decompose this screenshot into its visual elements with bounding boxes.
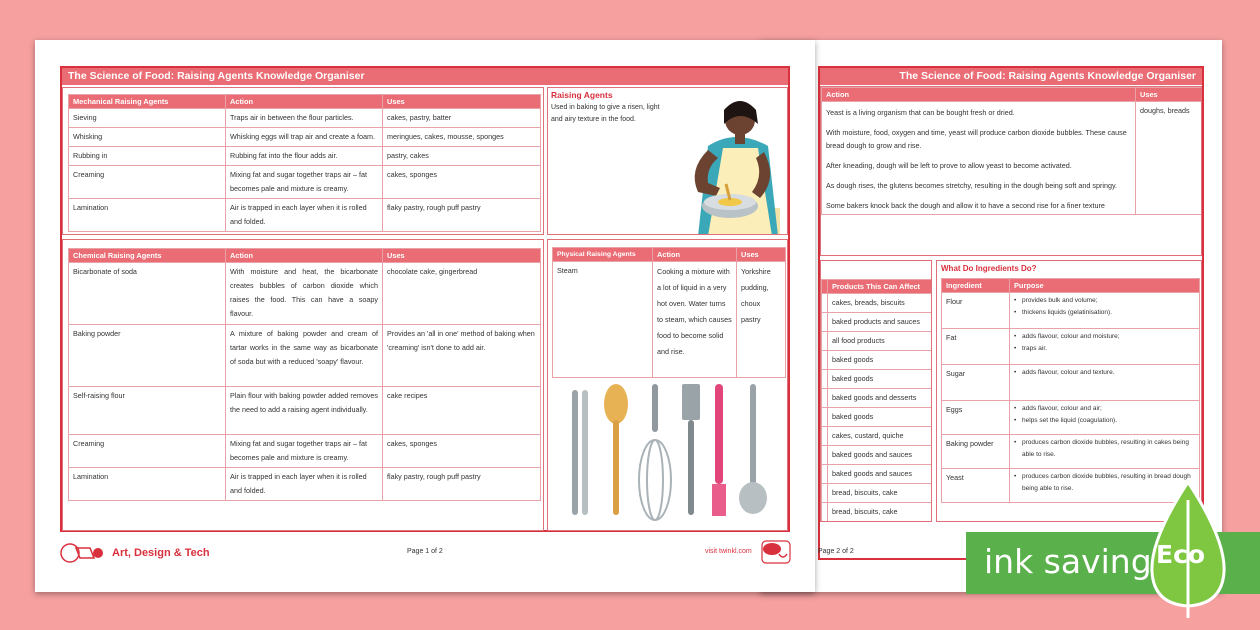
utensils-illustration [560,380,780,525]
action-cell: Cooking a mixture with a lot of liquid in a very hot oven. Water turns to steam, which causes food to become solid and rise. [653,262,737,378]
footer-logo [60,542,210,564]
agent-cell: Whisking [69,128,226,147]
ingredient-header: Ingredient [942,279,1010,293]
yeast-line-1: Yeast is a living organism that can be bought fresh or dried. [826,108,1015,117]
product-row: baked goods and sauces [828,465,932,484]
product-row: bread, biscuits, cake [828,484,932,503]
product-row: cakes, breads, biscuits [828,294,932,313]
mechanical-header: Mechanical Raising Agents [69,95,226,109]
yeast-box [820,86,1202,256]
table-row [69,166,541,199]
ingredient-point: • adds flavour, colour and texture. [1014,367,1195,379]
physical-box [547,239,788,531]
chemical-box [62,239,544,531]
ingredient-point: • adds flavour, colour and air; [1014,403,1195,415]
table-row [69,387,541,435]
agent-cell: Baking powder [69,325,226,387]
uses-cell: pastry, cakes [383,147,541,166]
yeast-line-4: As dough rises, the glutens becomes stretchy, resulting in the dough being soft and springy. [826,181,1117,190]
action-cell: With moisture and heat, the bicarbonate creates bubbles of carbon dioxide which raises the food. This can have a soapy flavour. [226,263,383,325]
uses-cell: cakes, pastry, batter [383,109,541,128]
table-row [69,147,541,166]
physical-action-header: Action [653,248,737,262]
table-row [69,263,541,325]
raising-agents-box [547,87,788,235]
eco-badge-label: Eco [1156,540,1206,569]
subject-icon [60,542,106,564]
agent-cell: Creaming [69,435,226,468]
agent-cell: Lamination [69,468,226,501]
uses-cell: flaky pastry, rough puff pastry [383,468,541,501]
yeast-uses-header: Uses [1136,88,1202,102]
product-row: baked goods and desserts [828,389,932,408]
agent-cell: Lamination [69,199,226,232]
agent-cell: Steam [553,262,653,378]
ingredient-point: • provides bulk and volume; [1014,295,1195,307]
action-cell: Plain flour with baking powder added removes the need to add a raising agent individually. [226,387,383,435]
page-1-number: Page 1 of 2 [407,548,443,555]
action-cell: Mixing fat and sugar together traps air – fat becomes pale and mixture is creamy. [226,435,383,468]
ingredient-point: • thickens liquids (gelatinisation). [1014,307,1195,319]
table-row [69,128,541,147]
raising-agents-title: Raising Agents [551,90,613,100]
product-row: all food products [828,332,932,351]
wooden-spoon-icon [604,384,628,515]
products-box [820,260,932,522]
uses-cell: flaky pastry, rough puff pastry [383,199,541,232]
uses-cell: Provides an 'all in one' method of baking when 'creaming' isn't done to add air. [383,325,541,387]
ingredient-name: Flour [942,293,1010,329]
product-row: baked goods [828,370,932,389]
product-row: cakes, custard, quiche [828,427,932,446]
ingredient-point: • produces carbon dioxide bubbles, resulting in cakes being able to rise. [1014,437,1195,461]
product-row: baked goods [828,351,932,370]
action-cell: Traps air in between the flour particles. [226,109,383,128]
table-row [553,262,786,378]
agent-cell: Creaming [69,166,226,199]
mechanical-uses-header: Uses [383,95,541,109]
products-header: Products This Can Affect [828,280,932,294]
yeast-action-cell [822,102,1136,215]
table-row [69,109,541,128]
twinkl-logo-icon [761,540,791,564]
twinkl-link[interactable]: visit twinkl.com [705,548,752,555]
uses-cell: cakes, sponges [383,166,541,199]
table-row [69,325,541,387]
ingredient-name: Yeast [942,469,1010,503]
agent-cell: Bicarbonate of soda [69,263,226,325]
mechanical-action-header: Action [226,95,383,109]
physical-uses-header: Uses [737,248,786,262]
agent-cell: Self-raising flour [69,387,226,435]
uses-cell: meringues, cakes, mousse, sponges [383,128,541,147]
action-cell: Air is trapped in each layer when it is rolled and folded. [226,468,383,501]
uses-cell: cakes, sponges [383,435,541,468]
page-2-number: Page 2 of 2 [818,548,854,555]
whisk-icon [639,384,671,520]
tongs-icon [572,390,588,515]
agent-cell: Sieving [69,109,226,128]
action-cell: Mixing fat and sugar together traps air – fat becomes pale and mixture is creamy. [226,166,383,199]
chemical-action-header: Action [226,249,383,263]
subject-label: Art, Design & Tech [112,547,210,559]
table-row [69,435,541,468]
action-cell: A mixture of baking powder and cream of tartar works in the same way as bicarbonate of soda but with a reduced 'soapy' flavour. [226,325,383,387]
table-row [69,468,541,501]
ingredient-point: • adds flavour, colour and moisture; [1014,331,1195,343]
ingredient-name: Baking powder [942,435,1010,469]
page-1-title: The Science of Food: Raising Agents Knowledge Organiser [62,68,788,85]
yeast-uses-cell: doughs, breads [1136,102,1202,215]
ingredient-name: Sugar [942,365,1010,401]
product-row: baked products and sauces [828,313,932,332]
yeast-line-3: After kneading, dough will be left to prove to allow yeast to become activated. [826,161,1072,170]
ingredient-point: • traps air. [1014,343,1195,355]
uses-cell: Yorkshire pudding, choux pastry [737,262,786,378]
action-cell: Rubbing fat into the flour adds air. [226,147,383,166]
product-row: baked goods [828,408,932,427]
page-2-title: The Science of Food: Raising Agents Knowledge Organiser [820,68,1202,85]
page-1 [35,40,815,592]
action-cell: Whisking eggs will trap air and create a foam. [226,128,383,147]
agent-cell: Rubbing in [69,147,226,166]
ingredient-name: Fat [942,329,1010,365]
spatula-icon [682,384,700,515]
pastry-brush-icon [712,384,726,516]
chemical-header: Chemical Raising Agents [69,249,226,263]
ingredient-point: • produces carbon dioxide bubbles, resulting in bread dough being able to rise. [1014,471,1195,495]
table-row [69,199,541,232]
purpose-header: Purpose [1010,279,1200,293]
yeast-line-5: Some bakers knock back the dough and allow it to have a second rise for a finer texture [826,201,1105,210]
ingredient-point: • helps set the liquid (coagulation). [1014,415,1195,427]
baker-illustration [668,88,788,235]
physical-header: Physical Raising Agents [553,248,653,262]
mechanical-box [62,87,544,235]
uses-cell: chocolate cake, gingerbread [383,263,541,325]
yeast-line-2: With moisture, food, oxygen and time, yeast will produce carbon dioxide bubbles. These cause bread dough to grow and rise. [826,128,1127,150]
chemical-uses-header: Uses [383,249,541,263]
ink-saving-text: ink saving [984,542,1152,581]
uses-cell: cake recipes [383,387,541,435]
product-row: baked goods and sauces [828,446,932,465]
action-cell: Air is trapped in each layer when it is rolled and folded. [226,199,383,232]
ingredient-name: Eggs [942,401,1010,435]
ingredients-title: What Do Ingredients Do? [941,264,1037,273]
yeast-action-header: Action [822,88,1136,102]
ladle-icon [739,384,767,514]
product-row: bread, biscuits, cake [828,503,932,522]
raising-agents-text: Used in baking to give a risen, light and airy texture in the food. [551,104,660,123]
